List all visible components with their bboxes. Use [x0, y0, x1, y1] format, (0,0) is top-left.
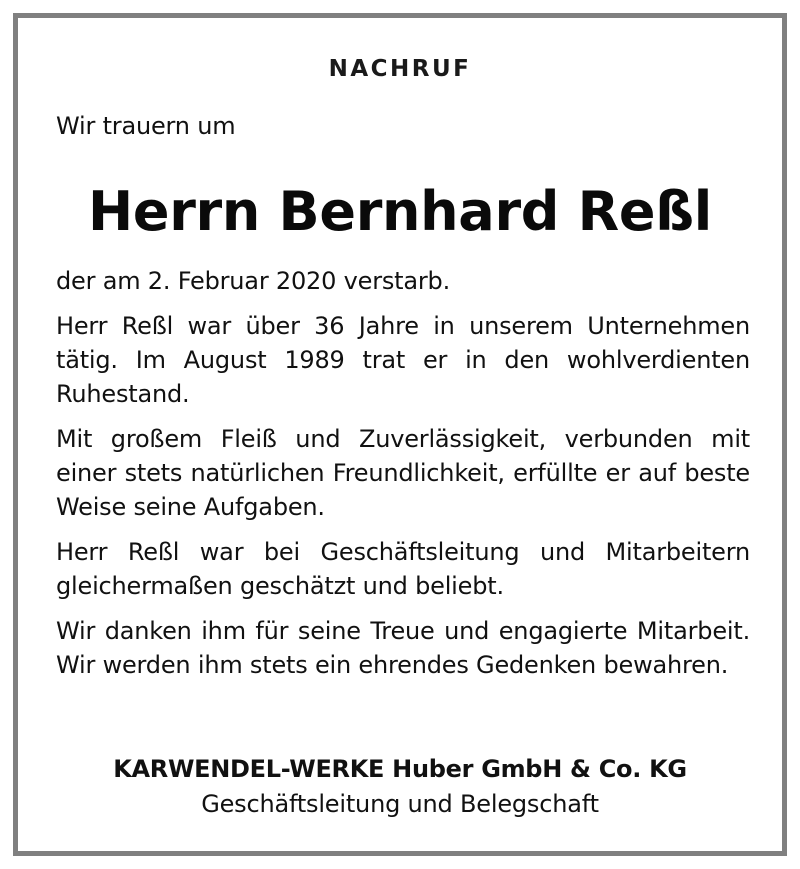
deceased-name: Herrn Bernhard Reßl: [87, 180, 712, 243]
body-paragraph: Mit großem Fleiß und Zuverlässigkeit, verbunden mit einer stets natürlichen Freundlichkeit, erfüllte er auf beste Weise seine Aufgaben.: [56, 425, 750, 521]
notice-heading: NACHRUF: [328, 56, 472, 82]
body-paragraph: Wir danken ihm für seine Treue und engagierte Mitarbeit. Wir werden ihm stets ein ehrendes Gedenken bewahren.: [56, 617, 750, 679]
body-paragraph: Herr Reßl war über 36 Jahre in unserem Unternehmen tätig. Im August 1989 trat er in den wohlverdienten Ruhestand.: [56, 312, 750, 408]
obituary-frame: [13, 13, 787, 856]
company-name: KARWENDEL-WERKE Huber GmbH & Co. KG: [113, 755, 687, 783]
intro-line: Wir trauern um: [56, 112, 236, 140]
obituary-body: [56, 264, 750, 693]
body-paragraph: Herr Reßl war bei Geschäftsleitung und Mitarbeitern gleichermaßen geschätzt und beliebt.: [56, 538, 750, 600]
body-paragraph: der am 2. Februar 2020 verstarb.: [56, 267, 451, 295]
signatories: Geschäftsleitung und Belegschaft: [201, 790, 599, 818]
